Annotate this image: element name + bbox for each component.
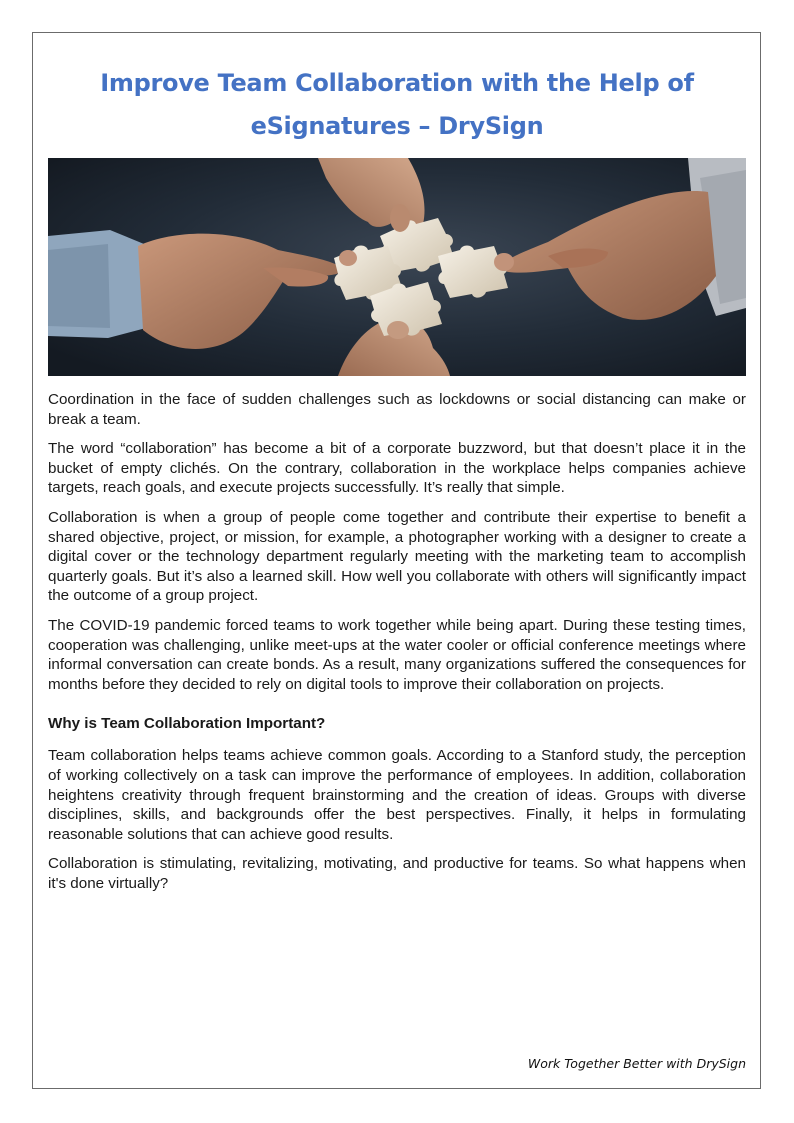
paragraph: Coordination in the face of sudden challenges such as lockdowns or social distancing can make or break a team. [48, 391, 746, 428]
paragraph: The word “collaboration” has become a bit of a corporate buzzword, but that doesn’t place it in the bucket of empty clichés. On the contrary, collaboration in the workplace helps companies achieve targets, reach goals, and execute projects successfully. It’s really that simple. [48, 440, 746, 497]
paragraph: Team collaboration helps teams achieve common goals. According to a Stanford study, the perception of working collectively on a task can improve the performance of employees. In addition, collaboration heightens creativity through frequent brainstorming and the creation of ideas. Groups with diverse disciplines, skills, and backgrounds offer the best perspectives. Finally, it helps in formulating reasonable solutions that can achieve good results. [48, 747, 746, 843]
section-heading: Why is Team Collaboration Important? [48, 715, 326, 733]
puzzle-hands-illustration [48, 158, 746, 376]
document-title: Improve Team Collaboration with the Help of eSignatures – DrySign [100, 69, 694, 140]
page-footer: Work Together Better with DrySign [527, 1056, 746, 1071]
paragraph: Collaboration is stimulating, revitalizing, motivating, and productive for teams. So what happens when it's done virtually? [48, 855, 746, 892]
hero-image [48, 158, 746, 376]
paragraph: The COVID-19 pandemic forced teams to work together while being apart. During these testing times, cooperation was challenging, unlike meet-ups at the water cooler or official conference meetings where informal conversation can create bonds. As a result, many organizations suffered the consequences for months before they decided to rely on digital tools to improve their collaboration on projects. [48, 616, 746, 693]
article-body [48, 390, 746, 903]
paragraph: Collaboration is when a group of people come together and contribute their expertise to benefit a shared objective, project, or mission, for example, a photographer working with a designer to create a digital cover or the technology department regularly meeting with the marketing team to accomplish quarterly goals. But it’s also a learned skill. How well you collaborate with others will significantly impact the outcome of a group project. [48, 508, 746, 605]
